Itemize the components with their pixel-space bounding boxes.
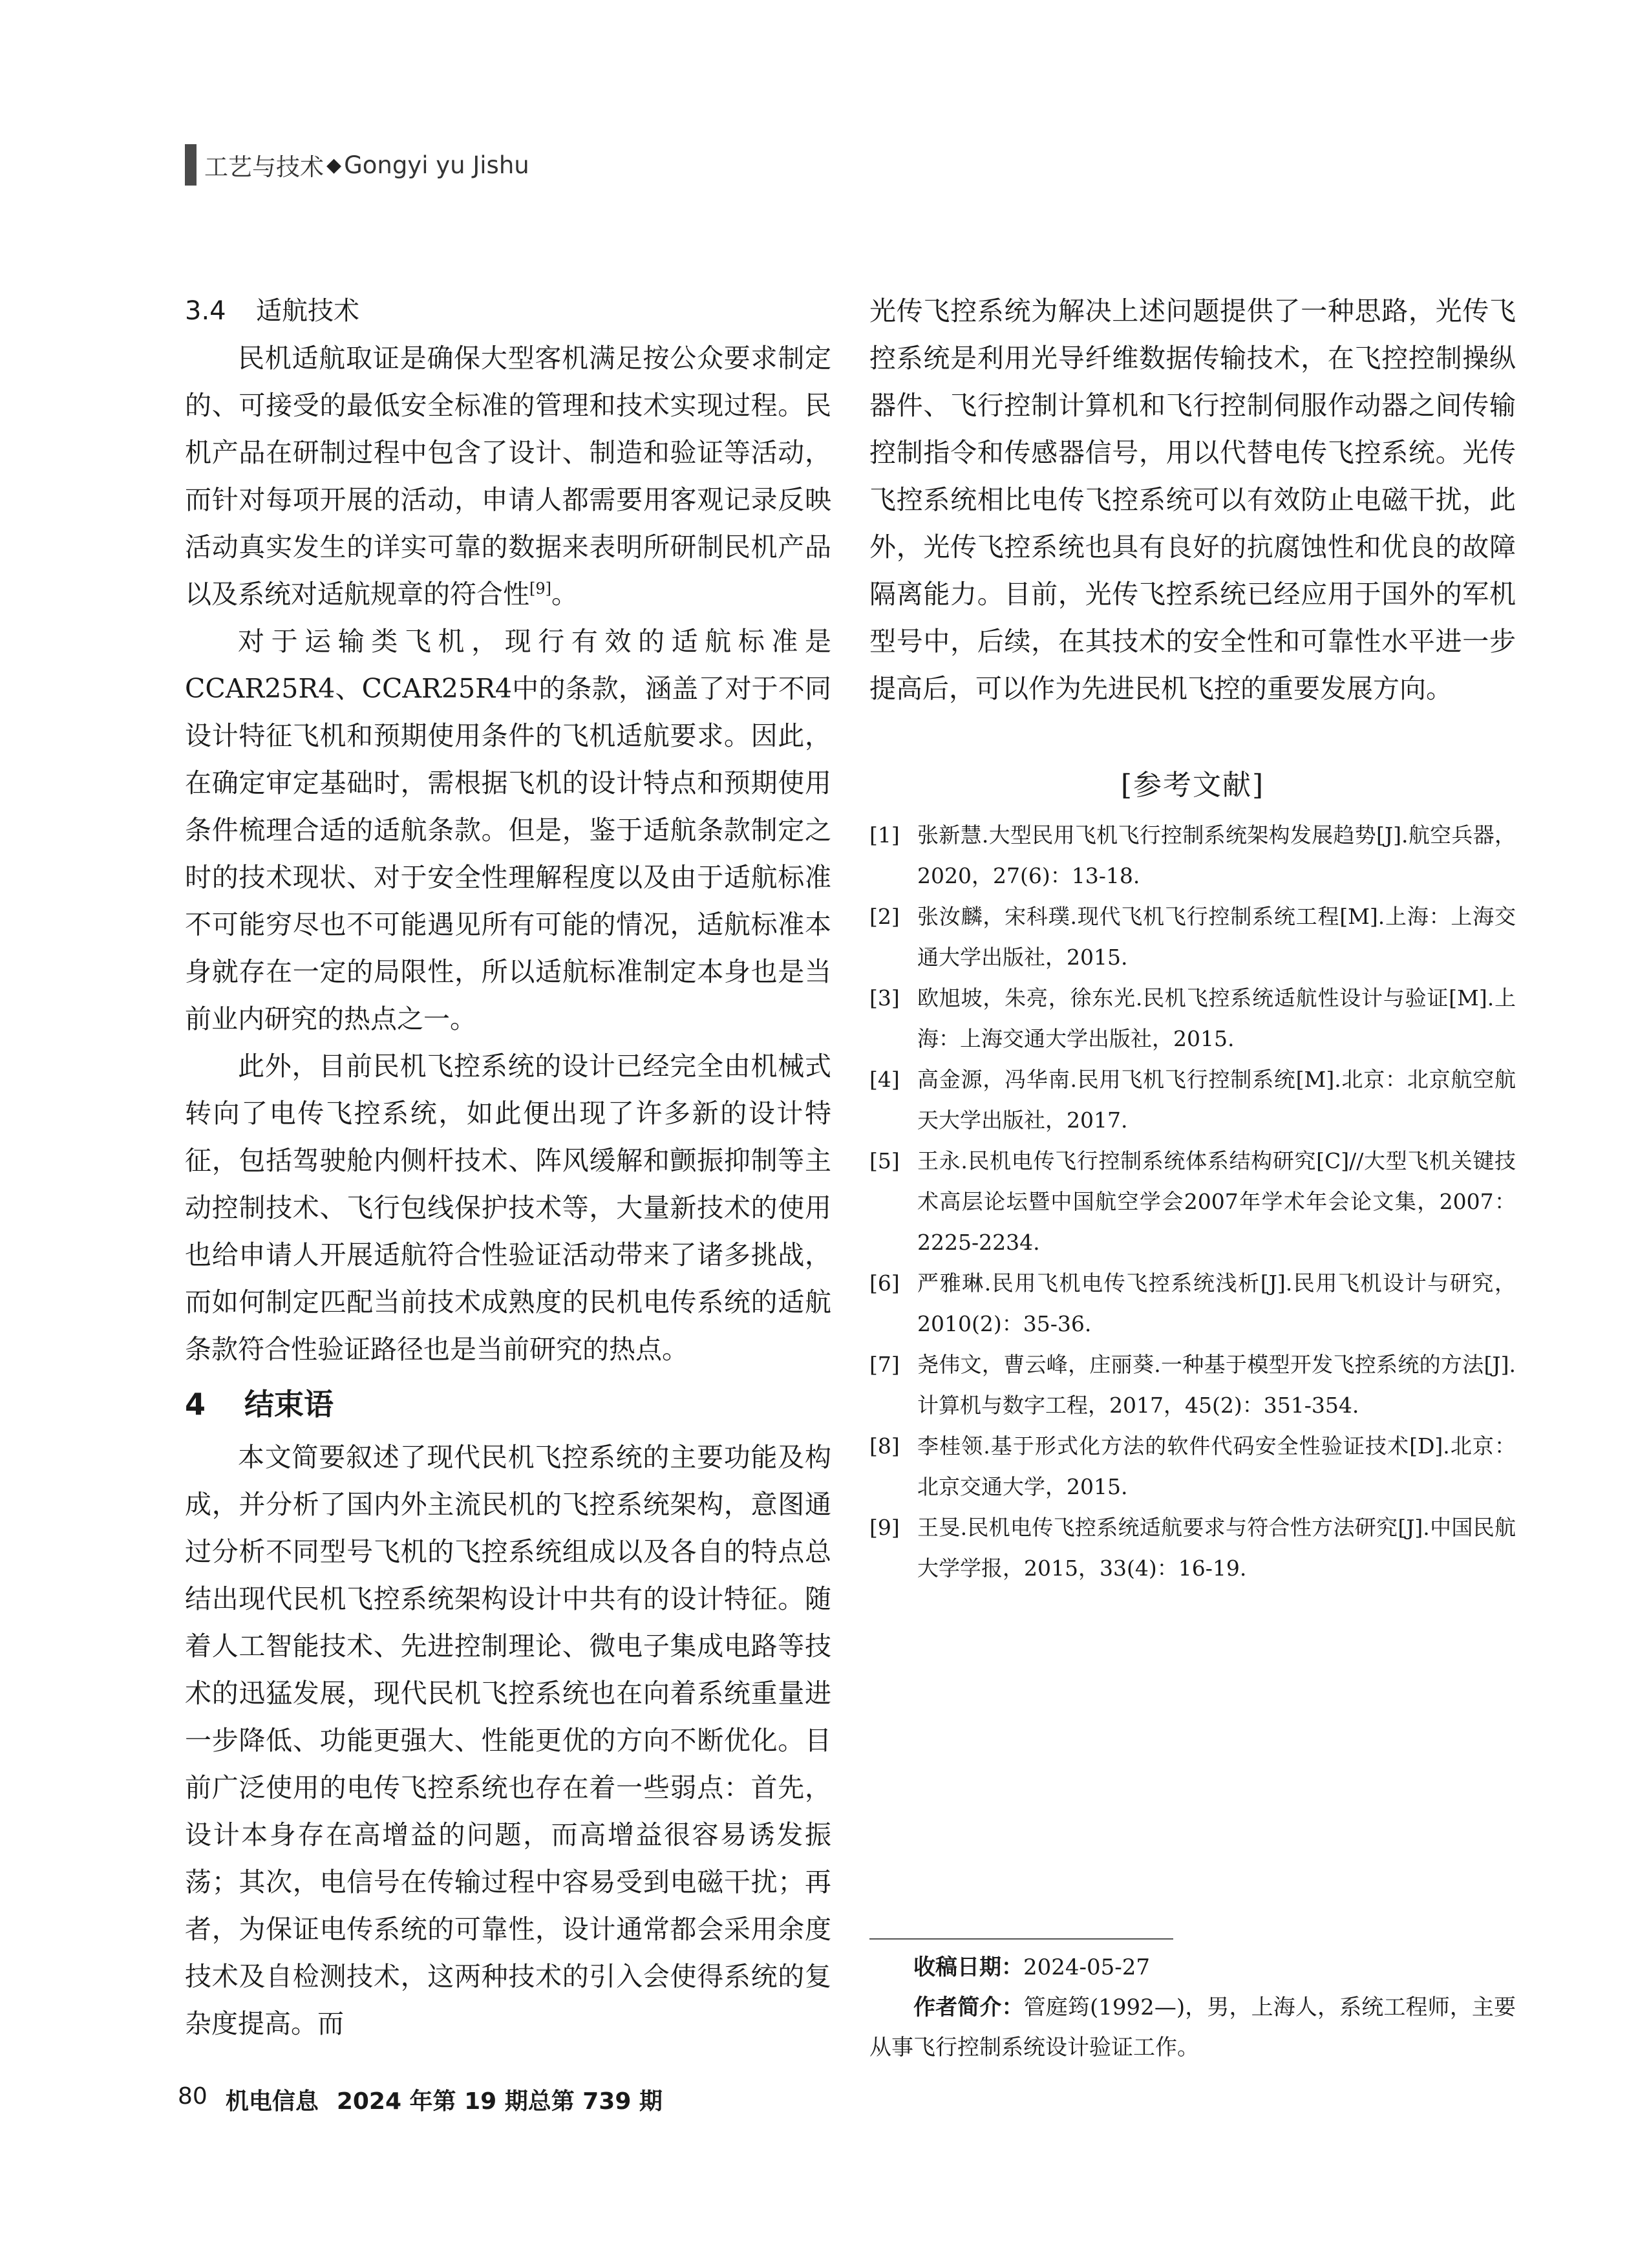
paragraph: 对于运输类飞机，现行有效的适航标准是CCAR25R4、CCAR25R4中的条款，涵盖了对于不同设计特征飞机和预期使用条件的飞机适航要求。因此，在确定审定基础时，需根据飞机的设计特点和预期使用条件梳理合适的适航条款。但是，鉴于适航条款制定之时的技术现状、对于安全性理解程度以及由于适航标准不可能穷尽也不可能遇见所有可能的情况，适航标准本身就存在一定的局限性，所以适航标准制定本身也是当前业内研究的热点之一。 — [185, 626, 831, 1034]
footnote-divider — [869, 1938, 1173, 1940]
received-date — [869, 1947, 1516, 1987]
diamond-icon: ◆ — [326, 153, 342, 177]
reference-list — [869, 815, 1516, 1589]
reference-item — [869, 896, 1516, 978]
reference-number: [3] — [869, 985, 900, 1011]
header-bar-mark — [185, 144, 197, 186]
reference-text: 王旻.民机电传飞控系统适航要求与符合性方法研究[J].中国民航大学学报，2015，33(4)：16-19. — [917, 1515, 1516, 1581]
running-header — [185, 142, 529, 187]
reference-item — [869, 815, 1516, 896]
paragraph-end: 。 — [551, 579, 578, 610]
paragraph: 此外，目前民机飞控系统的设计已经完全由机械式转向了电传飞控系统，如此便出现了许多新的设计特征，包括驾驶舱内侧杆技术、阵风缓解和颤振抑制等主动控制技术、飞行包线保护技术等，大量新技术的使用也给申请人开展适航符合性验证活动带来了诸多挑战，而如何制定匹配当前技术成熟度的民机电传系统的适航条款符合性验证路径也是当前研究的热点。 — [185, 1051, 831, 1365]
reference-number: [6] — [869, 1270, 900, 1296]
section-title: 结束语 — [244, 1387, 334, 1422]
reference-text: 欧旭坡，朱亮，徐东光.民机飞控系统适航性设计与验证[M].上海：上海交通大学出版社，2015. — [917, 985, 1516, 1051]
references-title: [参考文献] — [1120, 769, 1265, 802]
reference-text: 严雅琳.民用飞机电传飞控系统浅析[J].民用飞机设计与研究，2010(2)：35-36. — [917, 1270, 1516, 1336]
reference-text: 尧伟文，曹云峰，庄丽葵.一种基于模型开发飞控系统的方法[J].计算机与数字工程，2017，45(2)：351-354. — [917, 1352, 1516, 1418]
header-section-cn: 工艺与技术 — [204, 153, 324, 181]
citation: [9] — [529, 579, 551, 598]
section-number: 4 — [185, 1387, 206, 1422]
received-label: 收稿日期： — [913, 1954, 1023, 1980]
paragraph: 光传飞控系统为解决上述问题提供了一种思路，光传飞控系统是利用光导纤维数据传输技术，在飞控控制操纵器件、飞行控制计算机和飞行控制伺服作动器之间传输控制指令和传感器信号，用以代替电传飞控系统。光传飞控系统相比电传飞控系统可以有效防止电磁干扰，此外，光传飞控系统也具有良好的抗腐蚀性和优良的故障隔离能力。目前，光传飞控系统已经应用于国外的军机型号中，后续，在其技术的安全性和可靠性水平进一步提高后，可以作为先进民机飞控的重要发展方向。 — [869, 295, 1516, 704]
paragraph: 本文简要叙述了现代民机飞控系统的主要功能及构成，并分析了国内外主流民机的飞控系统架构，意图通过分析不同型号飞机的飞控系统组成以及各自的特点总结出现代民机飞控系统架构设计中共有的设计特征。随着人工智能技术、先进控制理论、微电子集成电路等技术的迅猛发展，现代民机飞控系统也在向着系统重量进一步降低、功能更强大、性能更优的方向不断优化。目前广泛使用的电传飞控系统也存在着一些弱点：首先，设计本身存在高增益的问题，而高增益很容易诱发振荡；其次，电信号在传输过程中容易受到电磁干扰；再者，为保证电传系统的可靠性，设计通常都会采用余度技术及自检测技术，这两种技术的引入会使得系统的复杂度提高。而 — [185, 1442, 831, 2039]
journal-issue: 2024 年第 19 期总第 739 期 — [336, 2088, 663, 2115]
section-heading-4 — [185, 1377, 831, 1431]
reference-number: [9] — [869, 1515, 900, 1540]
author-label: 作者简介： — [913, 1995, 1024, 2020]
reference-text: 张汝麟，宋科璞.现代飞机飞行控制系统工程[M].上海：上海交通大学出版社，2015. — [917, 904, 1516, 970]
reference-number: [1] — [869, 822, 900, 848]
reference-item — [869, 1426, 1516, 1507]
reference-number: [4] — [869, 1067, 900, 1092]
received-value: 2024-05-27 — [1023, 1954, 1151, 1980]
reference-text: 张新慧.大型民用飞机飞行控制系统架构发展趋势[J].航空兵器，2020，27(6)：13-18. — [917, 822, 1516, 888]
section-number: 3.4 — [185, 296, 226, 326]
header-section-pinyin: Gongyi yu Jishu — [344, 151, 529, 179]
paragraph — [185, 335, 831, 618]
reference-item — [869, 1344, 1516, 1426]
page-footer — [178, 2083, 663, 2116]
right-column — [869, 288, 1516, 1589]
reference-item — [869, 1140, 1516, 1263]
section-title: 适航技术 — [256, 296, 359, 326]
page-number: 80 — [178, 2083, 207, 2110]
reference-item — [869, 978, 1516, 1059]
reference-item — [869, 1507, 1516, 1589]
reference-text: 王永.民机电传飞行控制系统体系结构研究[C]//大型飞机关键技术高层论坛暨中国航空学会2007年学术年会论文集，2007：2225-2234. — [917, 1148, 1516, 1255]
reference-number: [2] — [869, 904, 900, 929]
paragraph-text: 民机适航取证是确保大型客机满足按公众要求制定的、可接受的最低安全标准的管理和技术实现过程。民机产品在研制过程中包含了设计、制造和验证等活动，而针对每项开展的活动，申请人都需要用客观记录反映活动真实发生的详实可靠的数据来表明所研制民机产品以及系统对适航规章的符合性 — [185, 343, 831, 610]
reference-number: [5] — [869, 1148, 900, 1173]
reference-item — [869, 1059, 1516, 1140]
reference-text: 高金源，冯华南.民用飞机飞行控制系统[M].北京：北京航空航天大学出版社，2017. — [917, 1067, 1516, 1133]
reference-number: [8] — [869, 1433, 900, 1459]
journal-name: 机电信息 — [225, 2088, 319, 2115]
reference-item — [869, 1263, 1516, 1344]
left-column — [185, 288, 831, 2048]
author-bio — [869, 1987, 1516, 2068]
reference-text: 李桂领.基于形式化方法的软件代码安全性验证技术[D].北京：北京交通大学，2015. — [917, 1433, 1516, 1499]
section-heading-3-4 — [185, 288, 831, 335]
reference-number: [7] — [869, 1352, 900, 1377]
author-value: 管庭筠(1992—)，男，上海人，系统工程师，主要从事飞行控制系统设计验证工作。 — [869, 1995, 1516, 2060]
article-notes — [869, 1947, 1516, 2068]
